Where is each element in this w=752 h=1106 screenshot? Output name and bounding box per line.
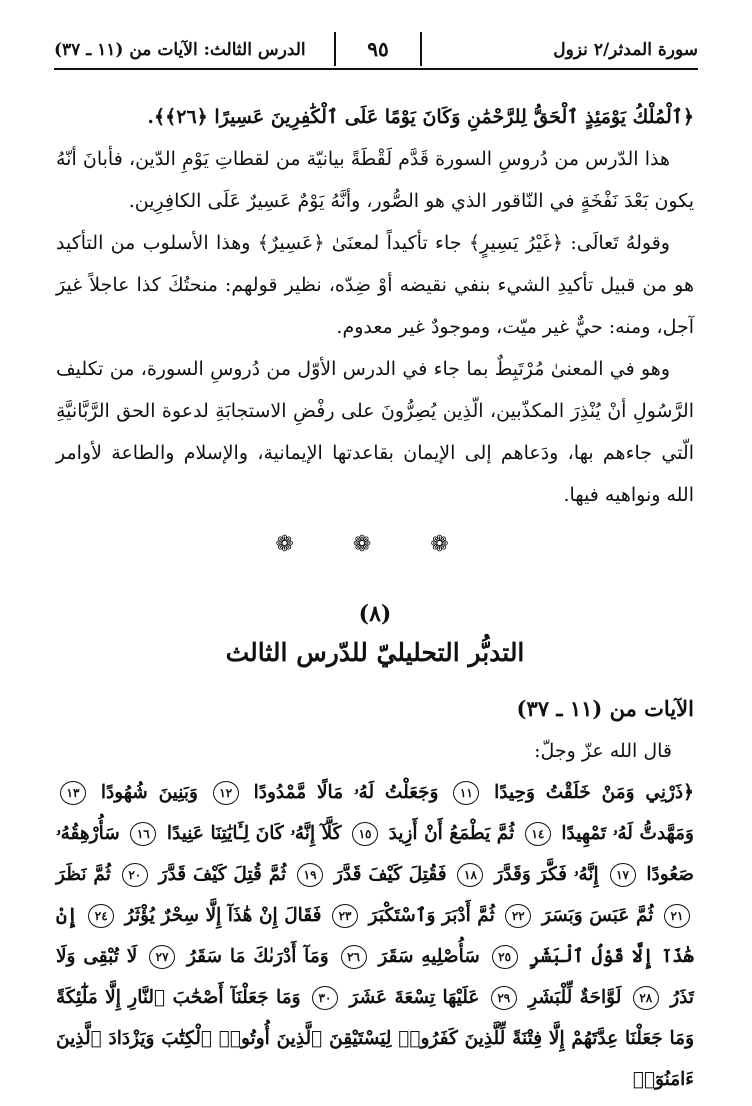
ayah-number-marker: ٢٧ xyxy=(149,945,175,969)
section-title: التدبُّر التحليليّ للدّرس الثالث xyxy=(225,638,525,667)
flower-ornament-icon: ❁ xyxy=(275,532,320,557)
surah-running-title: سورة المدثر/٢ نزول xyxy=(553,40,698,60)
ayah-number-marker: ١٦ xyxy=(130,822,156,846)
verse-36-quote: ﴿ٱلْمُلْكُ يَوْمَئِذٍ ٱلْحَقُّ لِلرَّحْمَٰنِ وَكَانَ يَوْمًا عَلَى ٱلْكَٰفِرِينَ عَسِيرًا ﴿٢٦﴾﴾. xyxy=(147,106,694,128)
verse-text: وَجَعَلْتُ لَهُۥ مَالًا مَّمْدُودًا xyxy=(242,782,439,803)
ayah-number-marker: ١٥ xyxy=(352,822,378,846)
ayah-number-marker: ١١ xyxy=(453,781,479,805)
flower-ornament-icon: ❁ xyxy=(430,532,475,557)
verse-text: ثُمَّ قُتِلَ كَيْفَ قَدَّرَ xyxy=(151,864,287,885)
verse-text: كَلَّآ إِنَّهُۥ كَانَ لِـَٔايَٰتِنَا عَنِيدًا xyxy=(160,823,342,844)
ayah-number-marker: ٢٤ xyxy=(88,904,114,928)
page-body xyxy=(56,96,694,1100)
verse-text: ﴿ذَرْنِي وَمَنْ خَلَقْتُ وَحِيدًا xyxy=(483,782,694,803)
verse-text: لَوَّاحَةٌ لِّلْبَشَرِ xyxy=(520,987,622,1008)
section-number: (٨) xyxy=(358,601,392,627)
ayah-number-marker: ١٩ xyxy=(297,863,323,887)
ayah-number-marker: ٢٣ xyxy=(332,904,358,928)
ayah-number-marker: ٢١ xyxy=(664,904,690,928)
verse-text: ثُمَّ نَظَرَ xyxy=(56,864,111,885)
verse-text: وَبَنِينَ شُهُودًا xyxy=(90,782,198,803)
ayah-number-marker: ١٨ xyxy=(457,863,483,887)
verse-text: وَمَا جَعَلْنَآ أَصْحَٰبَ ٱلنَّارِ إِلَّا مَلَٰٓئِكَةً وَمَا جَعَلْنَا عِدَّتَهُمْ إِلَّا فِتْنَةً لِّلَّذِينَ كَفَرُوا۟ لِيَسْتَيْقِنَ ٱلَّذِينَ أُوتُوا۟ ٱلْكِتَٰبَ وَيَزْدَادَ ٱلَّذِينَ ءَامَنُوٓا۟ xyxy=(56,987,694,1090)
quran-verses-block xyxy=(56,772,694,1100)
section-divider xyxy=(56,524,694,566)
ayah-number-marker: ١٢ xyxy=(213,781,239,805)
verse-text: إِنْ هَٰذَآ إِلَّا قَوْلُ ٱلْبَشَرِ xyxy=(56,905,694,967)
ayah-number-marker: ٢٢ xyxy=(505,904,531,928)
ayah-number-marker: ١٤ xyxy=(525,822,551,846)
paragraph-2: وقولهُ تَعالَى: ﴿غَيْرُ يَسِيرٍ﴾ جاء تأكيداً لمعنَىٰ ﴿عَسِيرٌ﴾ وهذا الأسلوب من التأكيد هو من قبيل تأكيدِ الشيء بنفي نقيضه أوْ ضِدّه، نظير قولهم: منحتُكَ كذا عاجلاً غيرَ آجل، ومنه: حيٌّ غير ميّت، وموجودٌ غير معدوم. xyxy=(56,232,694,338)
verse-text: فَقَالَ إِنْ هَٰذَآ إِلَّا سِحْرٌ يُؤْثَرُ xyxy=(118,905,322,926)
verse-text: إِنَّهُۥ فَكَّرَ وَقَدَّرَ xyxy=(487,864,599,885)
ayah-number-marker: ١٧ xyxy=(610,863,636,887)
header-rule xyxy=(54,68,698,70)
verse-text: وَمَهَّدتُّ لَهُۥ تَمْهِيدًا xyxy=(554,823,694,844)
lesson-running-title: الدرس الثالث: الآيات من (١١ ـ ٣٧) xyxy=(54,40,306,60)
flower-ornament-icon: ❁ xyxy=(352,532,398,557)
ayah-number-marker: ٣٠ xyxy=(312,986,338,1010)
verse-text: سَأُصْلِيهِ سَقَرَ xyxy=(370,946,480,967)
verse-text: ثُمَّ يَطْمَعُ أَنْ أَزِيدَ xyxy=(382,823,515,844)
page-number: ٩٥ xyxy=(334,32,422,66)
ayah-number-marker: ٢٨ xyxy=(633,986,659,1010)
paragraph-1: هذا الدّرس من دُروسِ السورة قَدَّم لَقْطَةً بيانيّة من لقطاتِ يَوْمِ الدّين، فأبانَ أنّهُ يكون بَعْدَ نَفْخَةٍ في النّاقور الذي هو الصُّور، وأنَّهُ يَوْمٌ عَسِيرٌ عَلَى الكافِرِين. xyxy=(56,148,694,212)
verse-text: وَمَآ أَدْرَىٰكَ مَا سَقَرُ xyxy=(179,946,329,967)
verse-text: ثُمَّ عَبَسَ وَبَسَرَ xyxy=(535,905,654,926)
ayah-number-marker: ٢٩ xyxy=(491,986,517,1010)
verse-text: عَلَيْهَا تِسْعَةَ عَشَرَ xyxy=(341,987,480,1008)
verse-text: فَقُتِلَ كَيْفَ قَدَّرَ xyxy=(327,864,447,885)
verses-heading: الآيات من (١١ ـ ٣٧) xyxy=(516,696,694,721)
paragraph-3: وهو في المعنىٰ مُرْتَبِطٌ بما جاء في الدرس الأوّل من دُروسِ السورة، من تكليف الرَّسُولِ أنْ يُنْذِرَ المكذّبين، الّذِين يُصِرُّونَ على رفْضِ الاستجابَةِ لدعوة الحق الرَّبَّانيَّةِ الّتي جاءهم بها، ودَعاهم إلى الإيمان بقاعدتها الإيمانية، والإسلام والطاعة لأوامر الله ونواهيه فيها. xyxy=(56,358,694,506)
verse-text: لَا تُبْقِى وَلَا تَذَرُ xyxy=(56,946,695,1008)
verse-text: ثُمَّ أَدْبَرَ وَٱسْتَكْبَرَ xyxy=(362,905,495,926)
ayah-number-marker: ٢٠ xyxy=(122,863,148,887)
verse-text: سَأُرْهِقُهُۥ صَعُودًا xyxy=(56,823,694,885)
intro-line: قال الله عزّ وجلّ: xyxy=(534,740,672,762)
ayah-number-marker: ٢٦ xyxy=(341,945,367,969)
ayah-number-marker: ١٣ xyxy=(60,781,86,805)
page-header xyxy=(54,26,698,74)
ayah-number-marker: ٢٥ xyxy=(492,945,518,969)
